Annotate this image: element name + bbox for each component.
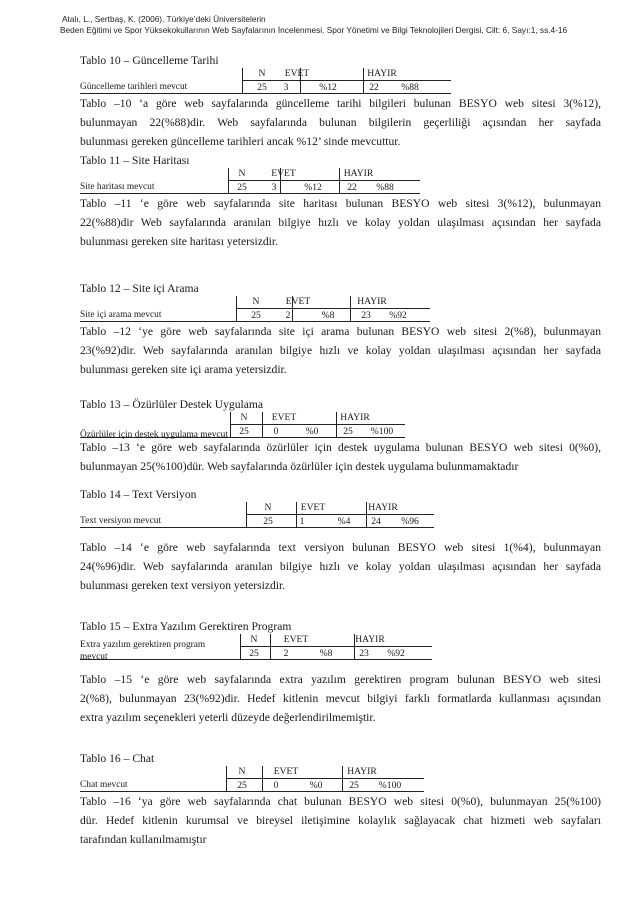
paragraph-line: 22(%88)dir Web sayfalarında aranılan bilgiye hızlı ve kolay yoldan ulaşılması açısından her sayfada — [80, 216, 601, 229]
value-evet-count: 2 — [285, 310, 291, 321]
table-commentary — [80, 538, 601, 595]
header-n: N — [238, 168, 246, 179]
column-divider — [242, 68, 243, 93]
value-n: 25 — [237, 780, 247, 791]
paragraph-line: 23(%92)dir. Web sayfalarında aranılan bilgiye hızlı ve kolay yoldan ulaşılması açısından her sayfada — [80, 344, 601, 357]
paragraph-line: bulunması gereken text versiyon yetersizdir. — [80, 579, 286, 592]
table-commentary — [80, 438, 601, 476]
value-hayir-pct: %88 — [401, 82, 419, 93]
column-divider — [236, 296, 237, 321]
header-rule — [236, 308, 430, 309]
header-n: N — [252, 296, 260, 307]
table-block-t14 — [80, 488, 601, 595]
paragraph-line: dür. Hedef kitlenin kurumsal ve bireysel iletişimine kolaylık sağlayacak chat hizmeti web sayfaları — [80, 814, 601, 827]
value-hayir-count: 22 — [347, 182, 357, 193]
value-evet-pct: %8 — [319, 648, 333, 659]
paragraph-line: bulunmayan 25(%100)dür. Web sayfalarında özürlüler için destek uygulama bulunmamaktadır — [80, 460, 519, 473]
header-rule — [246, 514, 434, 515]
value-n: 25 — [251, 310, 261, 321]
paragraph-line: bulunması gereken güncelleme tarihleri ancak %12’ sinde mevcuttur. — [80, 135, 401, 148]
data-table — [80, 68, 451, 94]
value-evet-count: 3 — [283, 82, 289, 93]
table-block-t10 — [80, 54, 601, 151]
table-caption: Tablo 16 – Chat — [80, 752, 155, 765]
header-rule — [240, 646, 432, 647]
value-evet-pct: %12 — [319, 82, 337, 93]
data-table — [80, 412, 405, 438]
value-evet-pct: %8 — [321, 310, 335, 321]
row-label: Güncelleme tarihleri mevcut — [80, 82, 188, 92]
header-n: N — [240, 412, 248, 423]
value-hayir-count: 25 — [349, 780, 359, 791]
data-table — [80, 634, 432, 660]
header-n: N — [250, 634, 258, 645]
header-hayir: HAYIR — [357, 296, 387, 307]
paragraph-line: Tablo –11 ‘e göre web sayfalarında site haritası bulunan BESYO web sitesi 3(%12), bulunmayan — [80, 197, 601, 210]
header-evet: EVET — [271, 168, 296, 179]
header-evet: EVET — [283, 634, 309, 645]
value-n: 25 — [237, 182, 247, 193]
paragraph-line: Tablo –13 ‘e göre web sayfalarında özürlüler için destek uygulama bulunan BESYO web sitesi 0(%0), — [80, 441, 601, 454]
data-table — [80, 168, 420, 194]
value-evet-pct: %4 — [337, 516, 351, 527]
table-commentary — [80, 194, 601, 251]
table-block-t12 — [80, 282, 601, 379]
data-table — [80, 502, 434, 528]
value-hayir-pct: %96 — [401, 516, 419, 527]
header-evet: EVET — [285, 296, 311, 307]
table-caption: Tablo 11 – Site Haritası — [80, 154, 190, 167]
citation-line-1: Atalı, L., Sertbaş, K. (2006). Türkiye’deki Üniversitelerin — [62, 14, 266, 24]
value-evet-count: 2 — [283, 648, 289, 659]
paragraph-line: Tablo –12 ‘ye göre web sayfalarında site içi arama bulunan BESYO web sitesi 2(%8), bulunmayan — [80, 325, 601, 338]
header-evet: EVET — [300, 502, 326, 513]
value-n: 25 — [263, 516, 273, 527]
header-hayir: HAYIR — [355, 634, 385, 645]
value-evet-count: 0 — [273, 426, 279, 437]
value-hayir-pct: %92 — [387, 648, 405, 659]
citation-line-2: Beden Eğitimi ve Spor Yüksekokullarının Web Sayfalarının İncelenmesi. Spor Yönetimi ve Bilgi Teknolojileri Dergisi, Cilt: 6, Sayı:1, ss.4-16 — [60, 25, 568, 35]
table-block-t15 — [80, 620, 601, 727]
paragraph-line: 2(%8), bulunmayan 23(%92)dir. Hedef kitlenin mevcut bilgiyi farklı formatlarda kullanması açısından — [80, 692, 601, 705]
table-commentary — [80, 94, 601, 151]
value-hayir-pct: %88 — [376, 182, 394, 193]
paragraph-line: Tablo –14 ‘e göre web sayfalarında text versiyon bulunan BESYO web sitesi 1(%4), bulunmayan — [80, 541, 601, 554]
paragraph-line: tarafından kullanılmamıştır — [80, 833, 207, 846]
value-hayir-count: 23 — [361, 310, 371, 321]
row-label: Text versiyon mevcut — [80, 516, 162, 526]
table-commentary — [80, 670, 601, 727]
data-table — [80, 766, 424, 792]
value-evet-pct: %0 — [305, 426, 319, 437]
table-caption: Tablo 15 – Extra Yazılım Gerektiren Program — [80, 620, 292, 633]
header-n: N — [258, 68, 266, 79]
value-evet-pct: %12 — [304, 182, 322, 193]
header-rule — [226, 778, 424, 779]
value-hayir-count: 23 — [359, 648, 369, 659]
paragraph-line: 24(%96)dir. Web sayfalarında aranılan bilgiye hızlı ve kolay yoldan ulaşılması açısından her sayfada — [80, 560, 601, 573]
header-rule — [242, 80, 451, 81]
value-hayir-pct: %100 — [378, 780, 402, 791]
table-caption: Tablo 14 – Text Versiyon — [80, 488, 197, 501]
table-caption: Tablo 13 – Özürlüler Destek Uygulama — [80, 398, 264, 411]
data-table — [80, 296, 430, 322]
table-block-t13 — [80, 398, 601, 476]
table-commentary — [80, 322, 601, 379]
value-evet-count: 0 — [273, 780, 279, 791]
paragraph-line: bulunması gereken site haritası yetersizdir. — [80, 235, 278, 248]
table-commentary — [80, 792, 601, 849]
header-n: N — [238, 766, 246, 777]
value-hayir-count: 25 — [343, 426, 353, 437]
value-n: 25 — [249, 648, 259, 659]
value-n: 25 — [239, 426, 249, 437]
row-label: Özürlüler için destek uygulama mevcut — [80, 430, 228, 440]
value-evet-count: 1 — [299, 516, 305, 527]
value-hayir-count: 22 — [369, 82, 379, 93]
paragraph-line: bulunmayan 22(%88)dir. Web sayfalarında bulunan bilgilerin geçerliliği açısından her sayfada — [80, 116, 601, 129]
header-hayir: HAYIR — [343, 168, 374, 179]
value-hayir-pct: %100 — [370, 426, 394, 437]
header-rule — [230, 424, 405, 425]
paragraph-line: Tablo –10 ‘a göre web sayfalarında güncelleme tarihi bilgileri bulunan BESYO web sitesi 3(%12), — [80, 97, 601, 110]
header-evet: EVET — [273, 766, 299, 777]
paragraph-line: Tablo –15 ‘e göre web sayfalarında extra yazılım gerektiren program bulunan BESYO web sitesi — [80, 673, 601, 686]
column-divider — [246, 502, 247, 527]
row-label: Chat mevcut — [80, 780, 128, 790]
row-label: Site içi arama mevcut — [80, 310, 162, 320]
table-caption: Tablo 12 – Site içi Arama — [80, 282, 199, 295]
header-hayir: HAYIR — [340, 412, 370, 423]
value-hayir-pct: %92 — [389, 310, 407, 321]
row-label: Extra yazılım gerektiren program mevcut — [80, 640, 206, 662]
header-rule — [228, 180, 420, 181]
table-block-t11 — [80, 154, 601, 251]
value-evet-count: 3 — [271, 182, 277, 193]
paragraph-line: Tablo –16 ‘ya göre web sayfalarında chat bulunan BESYO web sitesi 0(%0), bulunmayan 25(%100) — [80, 795, 601, 808]
header-hayir: HAYIR — [347, 766, 377, 777]
header-evet: EVET — [271, 412, 297, 423]
header-hayir: HAYIR — [368, 502, 398, 513]
paragraph-line: bulunması gereken site içi arama yetersizdir. — [80, 363, 287, 376]
value-evet-pct: %0 — [309, 780, 323, 791]
header-evet: EVET — [284, 68, 310, 79]
value-hayir-count: 24 — [371, 516, 381, 527]
value-n: 25 — [257, 82, 267, 93]
table-block-t16 — [80, 752, 601, 849]
table-caption: Tablo 10 – Güncelleme Tarihi — [80, 54, 219, 67]
row-label: Site haritası mevcut — [80, 182, 155, 192]
header-n: N — [264, 502, 272, 513]
running-header — [62, 14, 622, 36]
paragraph-line: extra yazılım seçenekleri yeterli düzeyde değerlendirilmemiştir. — [80, 711, 376, 724]
header-hayir: HAYIR — [367, 68, 397, 79]
